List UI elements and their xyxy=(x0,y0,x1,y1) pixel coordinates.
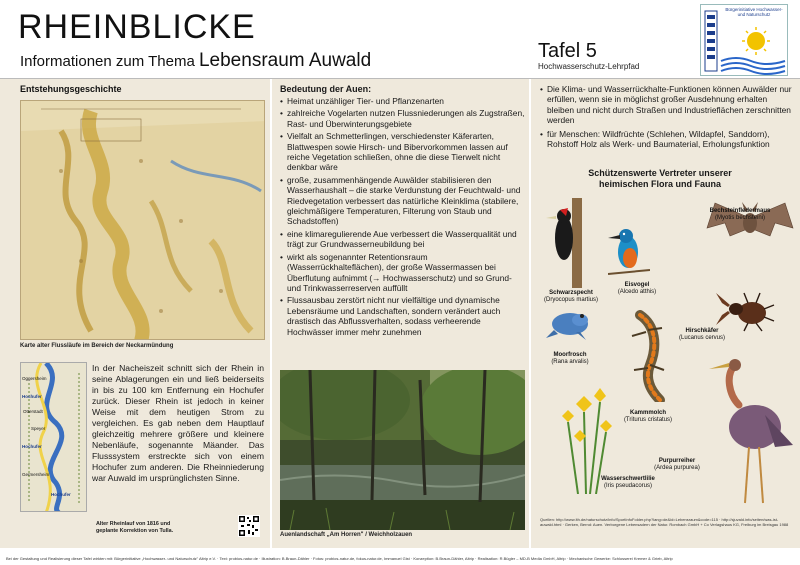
kingfisher-illustration xyxy=(608,222,650,280)
historic-map-drawing xyxy=(21,101,265,340)
list-item: • Flussausbau zerstört nicht nur vielfältige und dynamische Lebensräume und Landschaften, sondern verändert auch drastisch das Abflussverhalten, sodass verheerende Hochwässer immer mehr zunehmen xyxy=(280,295,526,337)
list-item: • eine klimaregulierende Aue verbessert die Wasserqualität und trägt zur Grundwasserneubildung bei xyxy=(280,229,526,250)
old-rhine-course-map xyxy=(20,362,87,512)
species-name: Kammmolch xyxy=(629,410,666,416)
credits-footer: Bei der Gestaltung und Realisierung dieser Tafel wirkten mit: Bürgerinitiative „Hochwasser- und Naturschutz" Altrip e.V. · Text: probios-natur.de · Illustration: B.Braun-Dähler · Fotos: probios-natur.de, fokus-natur.de, Immanuel Gist · Konzeption: B.Braun-Dähler, Altrip · Realisation: R.Bügler – MD-B Media GmbH, Altrip · Mechanische Gewerke: Schlosserei Kremer & Grieb, Altrip xyxy=(0,553,800,565)
historic-river-map xyxy=(20,100,265,340)
map-label-hochufer-2: Hochufer xyxy=(22,444,42,449)
species-name: Schwarzspecht xyxy=(549,290,593,296)
function-list xyxy=(540,84,795,152)
header-divider xyxy=(0,78,800,79)
fauna-heading-line-2: heimischen Flora und Fauna xyxy=(598,179,722,189)
species-name: Purpurreiher xyxy=(658,458,696,464)
map-label-hochufer-1: Hochufer xyxy=(22,394,42,399)
fauna-heading xyxy=(560,168,760,190)
black-woodpecker-illustration xyxy=(542,198,592,288)
species-stag-beetle xyxy=(672,328,732,342)
map-label-otterstadt: Otterstadt xyxy=(23,409,43,414)
species-kingfisher xyxy=(612,282,662,296)
small-map-caption xyxy=(96,521,173,535)
species-latin: (Ardea purpurea) xyxy=(654,465,700,471)
floodplain-photo xyxy=(280,370,525,530)
species-name: Hirschkäfer xyxy=(685,328,719,334)
species-latin: (Myotis bechsteini) xyxy=(714,215,765,221)
map-label-germersheim: Germersheim xyxy=(22,472,50,477)
stag-beetle-illustration xyxy=(714,285,778,333)
map-label-oggersheim: Oggersheim xyxy=(22,376,47,381)
page-subtitle xyxy=(20,50,371,72)
list-item: • zahlreiche Vogelarten nutzen Flussniederungen als Zugstraßen, Rast- und Überwinterungsgebiete xyxy=(280,108,526,129)
species-purple-heron xyxy=(642,458,712,472)
species-latin: (Rana arvalis) xyxy=(551,359,589,365)
list-item: • Vielfalt an Schmetterlingen, verschiedenster Käferarten, Blattwespen sowie Hirsch- und Bibervorkommen lassen auf reiche Vegetation schließen, ohne die diese Tierwelt nicht denkbar wäre xyxy=(280,131,526,173)
panel-series: Hochwasserschutz-Lehrpfad xyxy=(538,62,640,71)
header xyxy=(0,0,800,78)
map-label-speyer: Speyer xyxy=(31,426,46,431)
panel-number: Tafel 5 xyxy=(538,40,597,62)
list-item: • wirkt als sogenannter Retentionsraum (Wasserrückhalteflächen), der große Wassermassen bei Überflutung aufnimmt (→ Hochwasserschutz) und so Grund- und Trinkwasserreserven auffüllt xyxy=(280,252,526,294)
importance-list xyxy=(280,96,526,339)
list-item: • Die Klima- und Wasserrückhalte-Funktionen können Auwälder nur erfüllen, wenn sie in möglichst großer Ausdehnung erhalten bleiben und nicht durch Straßen und Industrieflächen zerschnitten werden xyxy=(540,84,795,126)
species-name: Wasserschwertlilie xyxy=(601,476,655,482)
page-title: RHEINBLICKE xyxy=(18,8,256,46)
map-caption: Karte alter Flussläufe im Bereich der Neckarmündung xyxy=(20,343,174,349)
bechstein-bat-illustration xyxy=(705,198,795,250)
small-map-caption-line-2: geplante Korrektion von Tulla. xyxy=(96,528,174,534)
species-name: Bechsteinfledermaus xyxy=(709,208,771,214)
list-item: • für Menschen: Wildfrüchte (Schlehen, Wildapfel, Sanddorn), Rohstoff Holz als Werk- und Baumaterial, Erholungsfunktion xyxy=(540,129,795,150)
photo-caption: Auenlandschaft „Am Horren" / Weichholzauen xyxy=(280,532,413,538)
species-latin: (Lucanus cervus) xyxy=(678,335,726,341)
history-heading: Entstehungsgeschichte xyxy=(20,84,122,94)
species-name: Moorfrosch xyxy=(553,352,587,358)
species-name: Eisvogel xyxy=(624,282,650,288)
list-item: • Heimat unzähliger Tier- und Pflanzenarten xyxy=(280,96,526,106)
species-yellow-iris xyxy=(592,476,664,490)
logo-text: Bürgerinitiative Hochwasser- und Naturschutz xyxy=(725,7,783,18)
map-label-hochufer-3: Hochufer xyxy=(51,492,71,497)
sources: Quellen: http://www.lth.de/naturschutz/info/SportInfoFolder.php?lang=de&id=Lebensraum&code=115 · http://sjuvald.info/seiten/was-ist-auwald.html · Gerken, Bernd: Auen. Verborgene Lebensadern der Natur. Rombach GmbH + Co Verlagshaus KG, Freiburg im Breisgau 1988 xyxy=(540,517,789,527)
purple-heron-illustration xyxy=(705,355,797,505)
small-map-caption-line-1: Alter Rheinlauf von 1816 und xyxy=(96,521,171,527)
subtitle-prefix: Informationen zum Thema xyxy=(20,53,195,70)
species-latin: (Alcedo atthis) xyxy=(617,289,657,295)
organization-logo xyxy=(700,4,788,76)
species-moor-frog xyxy=(540,352,600,366)
species-black-woodpecker xyxy=(540,290,602,304)
history-body-text: In der Nacheiszeit schnitt sich der Rhein in seine Ablagerungen ein und ließ beiderseits in bis zu 100 km Entfernung ein Hochufer zurück. Dieser Rhein ist jedoch in keiner Weise mit dem heutigen Strom zu vergleichen. Es gab neben dem Hauptlauf gleichzeitig mehrere größere und kleinere Nebenläufe, sogenannte Mäander. Das Flusssystem erstreckte sich von einem Hochufer zum anderen. Die Rheinniederung war Auwald im ursprünglichsten Sinne. xyxy=(92,363,264,483)
species-latin: (Dryocopus martius) xyxy=(543,297,598,303)
floodplain-photo-drawing xyxy=(280,370,525,530)
species-crested-newt xyxy=(618,410,678,424)
qr-code[interactable] xyxy=(238,515,260,537)
importance-heading: Bedeutung der Auen: xyxy=(280,84,372,94)
species-latin: (Triturus cristatus) xyxy=(623,417,673,423)
subtitle-topic: Lebensraum Auwald xyxy=(198,50,372,71)
species-bechstein-bat xyxy=(685,208,795,222)
crested-newt-illustration xyxy=(620,310,672,402)
list-item: • große, zusammenhängende Auwälder stabilisieren den Wasserhaushalt – die starke Verdunstung der Feuchtwald- und Riedvegetation verbessert das natürliche Kleinklima (stabilere, gleichmäßigere Temperaturen, Filterung von Staub und Schadstoffen) xyxy=(280,175,526,227)
species-latin: (Iris pseudacorus) xyxy=(603,483,653,489)
moor-frog-illustration xyxy=(546,306,594,340)
qr-code-graphic xyxy=(238,515,260,537)
fauna-heading-line-1: Schützenswerte Vertreter unserer xyxy=(588,168,732,178)
rhine-course-drawing xyxy=(21,363,87,512)
